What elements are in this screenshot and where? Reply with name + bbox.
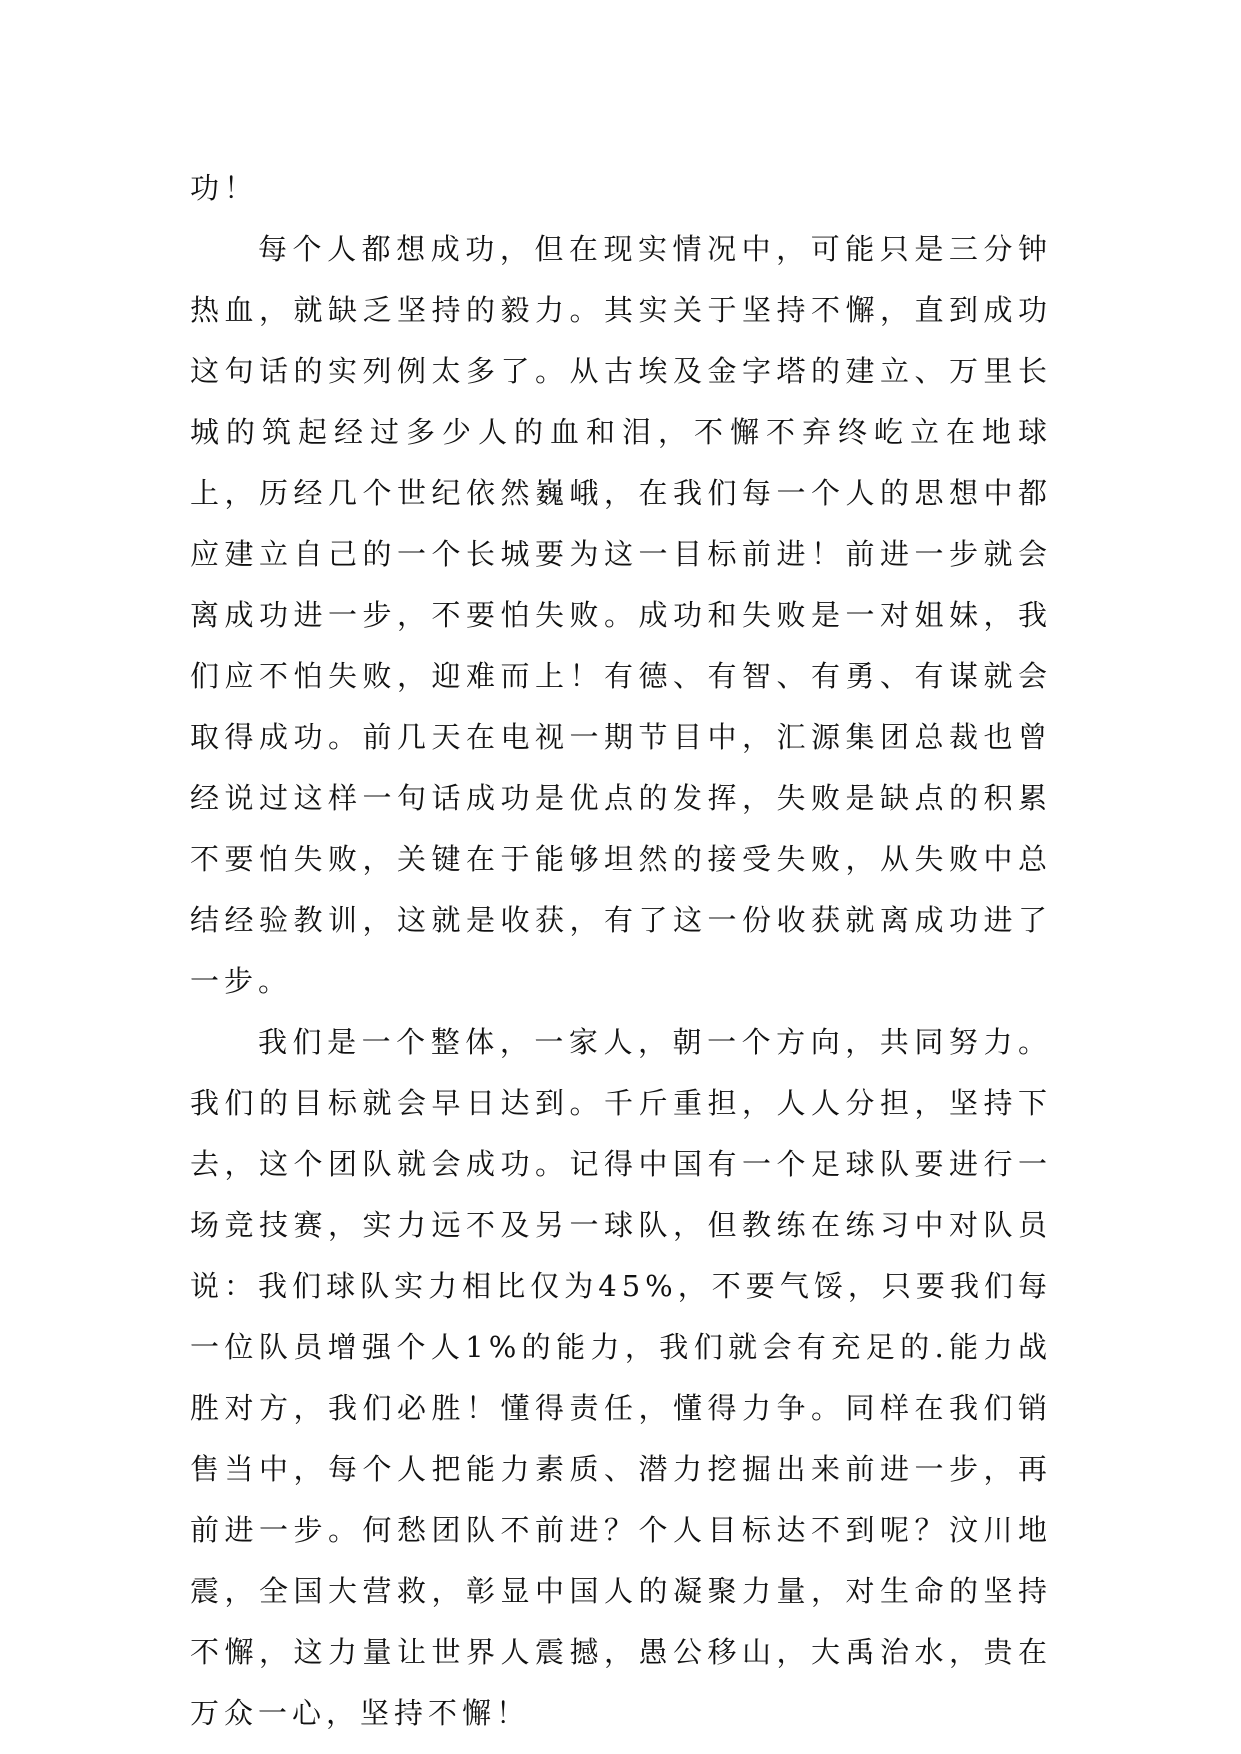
paragraph-perseverance: 每个人都想成功，但在现实情况中，可能只是三分钟热血，就缺乏坚持的毅力。其实关于坚持不懈，直到成功这句话的实列例太多了。从古埃及金字塔的建立、万里长城的筑起经过多少人的血和泪，不懈不弃终屹立在地球上，历经几个世纪依然巍峨，在我们每一个人的思想中都应建立自己的一个长城要为这一目标前进！前进一步就会离成功进一步，不要怕失败。成功和失败是一对姐妹，我们应不怕失败，迎难而上！有德、有智、有勇、有谋就会取得成功。前几天在电视一期节目中，汇源集团总裁也曾经说过这样一句话成功是优点的发挥，失败是缺点的积累不要怕失败，关键在于能够坦然的接受失败，从失败中总结经验教训，这就是收获，有了这一份收获就离成功进了一步。 <box>190 232 1052 998</box>
paragraph-continuation: 功！ <box>190 171 259 205</box>
paragraph-teamwork: 我们是一个整体，一家人，朝一个方向，共同努力。我们的目标就会早日达到。千斤重担，人人分担，坚持下去，这个团队就会成功。记得中国有一个足球队要进行一场竞技赛，实力远不及另一球队，但教练在练习中对队员说：我们球队实力相比仅为45%，不要气馁，只要我们每一位队员增强个人1%的能力，我们就会有充足的.能力战胜对方，我们必胜！懂得责任，懂得力争。同样在我们销售当中，每个人把能力素质、潜力挖掘出来前进一步，再前进一步。何愁团队不前进？个人目标达不到呢？汶川地震，全国大营救，彰显中国人的凝聚力量，对生命的坚持不懈，这力量让世界人震撼，愚公移山，大禹治水，贵在万众一心，坚持不懈！ <box>190 1025 1052 1730</box>
document-body <box>190 158 1052 1744</box>
